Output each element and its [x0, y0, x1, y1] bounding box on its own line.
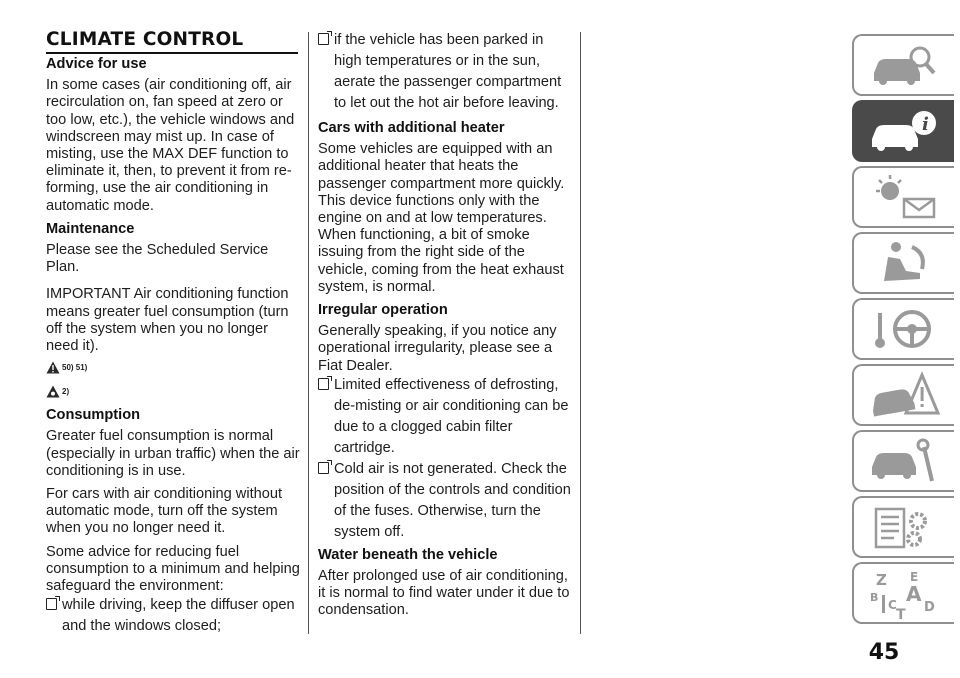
warning-reference[interactable] [46, 357, 302, 377]
warning-reference-numbers: 50) 51) [62, 362, 88, 372]
tab-warning-lights[interactable] [852, 166, 954, 228]
specifications-gear-icon [866, 501, 942, 553]
tab-knowing-your-car[interactable] [852, 100, 954, 162]
index-letter: D [924, 600, 935, 615]
tab-starting-driving[interactable] [852, 298, 954, 360]
advice-text: In some cases (air conditioning off, air recirculation on, fan speed at zero or too low, etc.), the vehicle windows and windscreen may mist up. In case of misting, use the MAX DEF function to eliminate it, then, to prevent it from re-forming, use the air conditioning in automatic mode. [46, 77, 295, 214]
bullet-item [318, 30, 574, 114]
water-heading: Water beneath the vehicle [318, 546, 498, 563]
tab-technical-specifications[interactable] [852, 496, 954, 558]
svg-text:i: i [922, 114, 929, 135]
maintenance-heading: Maintenance [46, 220, 135, 237]
car-info-icon [866, 105, 942, 157]
bullet-checkbox-icon [318, 378, 329, 390]
bullet-text-1: while driving, keep the diffuser open and the windows closed; [62, 597, 295, 635]
index-letter: C [888, 598, 897, 612]
index-letter: A [906, 582, 922, 606]
seat-airbag-icon [866, 237, 942, 289]
bullet-item [318, 375, 574, 459]
left-column [46, 56, 302, 637]
heater-heading: Cars with additional heater [318, 120, 505, 136]
bullet-checkbox-icon [46, 598, 57, 610]
tab-safety[interactable] [852, 232, 954, 294]
warning-triangle-icon [46, 361, 60, 374]
tab-in-an-emergency[interactable] [852, 364, 954, 426]
consumption-heading: Consumption [46, 407, 141, 424]
irregular-text: Generally speaking, if you notice any operational irregularity, please see a Fiat Dealer. [318, 323, 557, 374]
maintenance-text: Please see the Scheduled Service Plan. [46, 242, 269, 276]
consumption-text-2: For cars with air conditioning without automatic mode, turn off the system when you no longer need it. [46, 486, 283, 537]
bullet-item [318, 459, 574, 543]
index-letter: B [870, 591, 879, 604]
tab-servicing-care[interactable] [852, 430, 954, 492]
page-number: 45 [868, 640, 900, 665]
bullet-text-3: Limited effectiveness of defrosting, de-misting or air conditioning can be due to a clogged cabin filter cartridge. [334, 376, 569, 456]
bullet-checkbox-icon [318, 33, 329, 45]
bullet-text-4: Cold air is not generated. Check the position of the controls and condition of the fuses. Otherwise, turn the system off. [334, 460, 571, 540]
chapter-sidebar [852, 34, 954, 628]
advice-heading: Advice for use [46, 56, 147, 72]
index-letter: T [896, 607, 906, 619]
key-steering-wheel-icon [866, 303, 942, 355]
consumption-text-1: Greater fuel consumption is normal (especially in urban traffic) when the air conditioning is in use. [46, 428, 300, 479]
environment-reference[interactable] [46, 381, 302, 401]
alphabetical-index-icon [866, 567, 942, 619]
car-search-icon [866, 39, 942, 91]
tab-alphabetical-index[interactable] [852, 562, 954, 624]
irregular-heading: Irregular operation [318, 302, 448, 319]
important-text: IMPORTANT Air conditioning function means greater fuel consumption (turn off the system when you no longer need it). [46, 286, 289, 355]
section-title: CLIMATE CONTROL [46, 30, 298, 54]
heater-text: Some vehicles are equipped with an additional heater that heats the passenger compartment more quickly. This device functions only with the engine on and at low temperatures. When functioning, a bit of smoke issuing from the right side of the vehicle, coming from the heat exhaust system, is normal. [318, 141, 565, 295]
car-emergency-icon [866, 369, 942, 421]
bullet-checkbox-icon [318, 462, 329, 474]
warning-light-message-icon [866, 171, 942, 223]
index-letter: E [910, 570, 919, 584]
tab-getting-to-know[interactable] [852, 34, 954, 96]
column-divider [580, 32, 581, 634]
bullet-item [46, 595, 302, 637]
environment-reference-number: 2) [62, 386, 70, 396]
index-letter: Z [876, 571, 887, 589]
car-wrench-icon [866, 435, 942, 487]
bullet-text-2: if the vehicle has been parked in high temperatures or in the sun, aerate the passenger compartment to let out the hot air before leaving. [334, 32, 562, 111]
right-column [318, 30, 574, 626]
environment-triangle-icon [46, 385, 60, 398]
water-text: After prolonged use of air conditioning, it is normal to find water under it due to condensation. [318, 568, 570, 619]
consumption-text-3: Some advice for reducing fuel consumption to a minimum and helping safeguard the environment: [46, 543, 300, 595]
column-divider [308, 32, 309, 634]
